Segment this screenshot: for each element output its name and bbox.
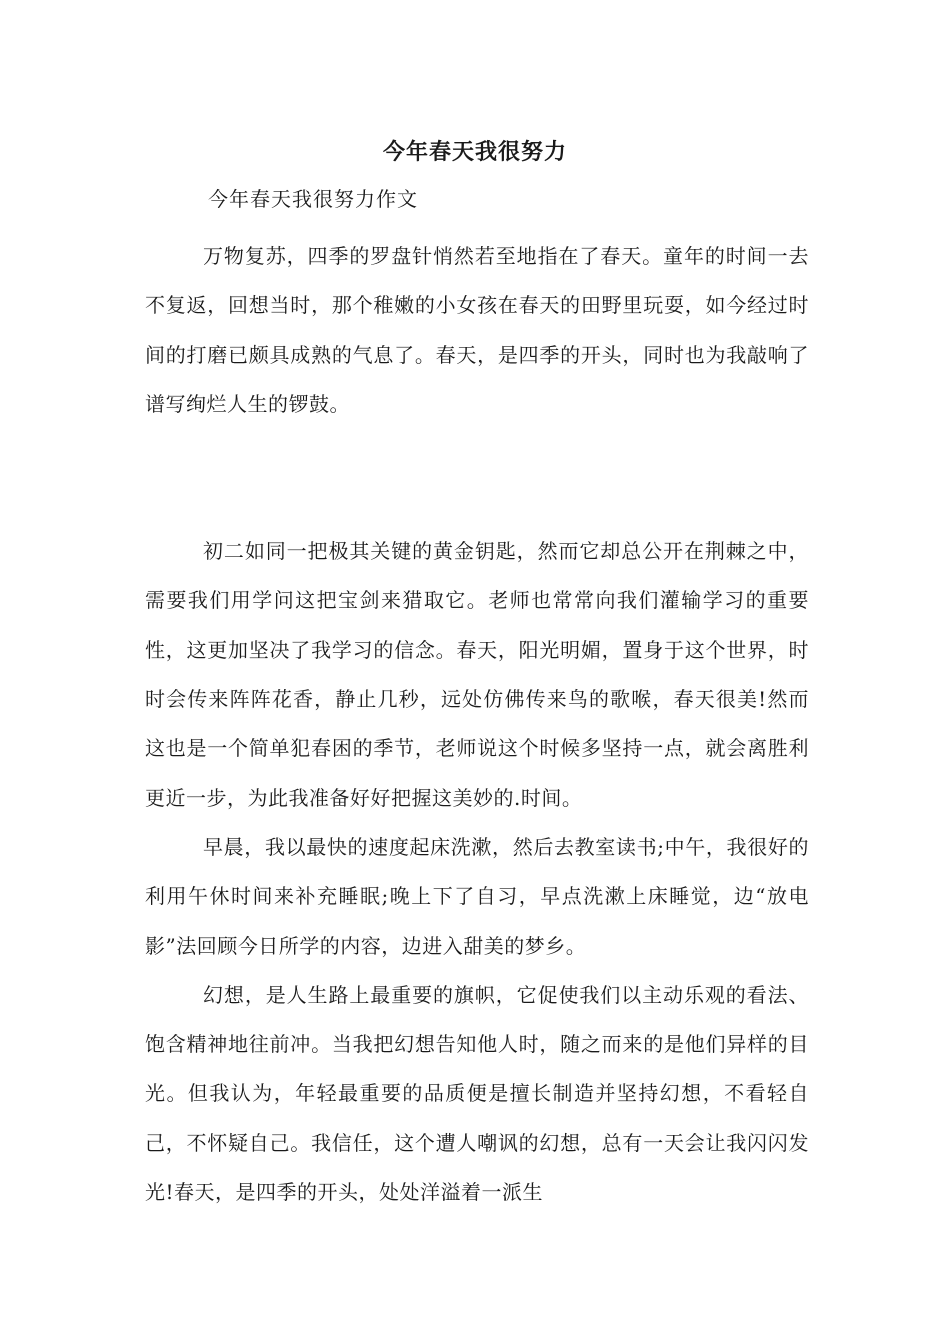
document-title: 今年春天我很努力	[382, 139, 567, 165]
paragraph-1: 万物复苏，四季的罗盘针悄然若至地指在了春天。童年的时间一去不复返，回想当时，那个稚嫩的小女孩在春天的田野里玩耍，如今经过时间的打磨已颇具成熟的气息了。春天，是四季的开头，同时也为我敲响了谱写绚烂人生的锣鼓。	[145, 244, 809, 416]
document-subtitle: 今年春天我很努力作文	[208, 187, 418, 211]
paragraph-2: 初二如同一把极其关键的黄金钥匙，然而它却总公开在荆棘之中，需要我们用学问这把宝剑来猎取它。老师也常常向我们灌输学习的重要性，这更加坚决了我学习的信念。春天，阳光明媚，置身于这个世界，时时会传来阵阵花香，静止几秒，远处仿佛传来鸟的歌喉，春天很美!然而这也是一个简单犯春困的季节，老师说这个时候多坚持一点，就会离胜利更近一步，为此我准备好好把握这美妙的.时间。	[145, 539, 809, 810]
paragraph-4: 幻想，是人生路上最重要的旗帜，它促使我们以主动乐观的看法、饱含精神地往前冲。当我把幻想告知他人时，随之而来的是他们异样的目光。但我认为，年轻最重要的品质便是擅长制造并坚持幻想，不看轻自己，不怀疑自己。我信任，这个遭人嘲讽的幻想，总有一天会让我闪闪发光!春天，是四季的开头，处处洋溢着一派生	[145, 982, 809, 1205]
paragraph-3: 早晨，我以最快的速度起床洗漱，然后去教室读书;中午，我很好的利用午休时间来补充睡眠;晚上下了自习，早点洗漱上床睡觉，边“放电影”法回顾今日所学的内容，边进入甜美的梦乡。	[145, 834, 809, 958]
document-body	[145, 232, 809, 1217]
